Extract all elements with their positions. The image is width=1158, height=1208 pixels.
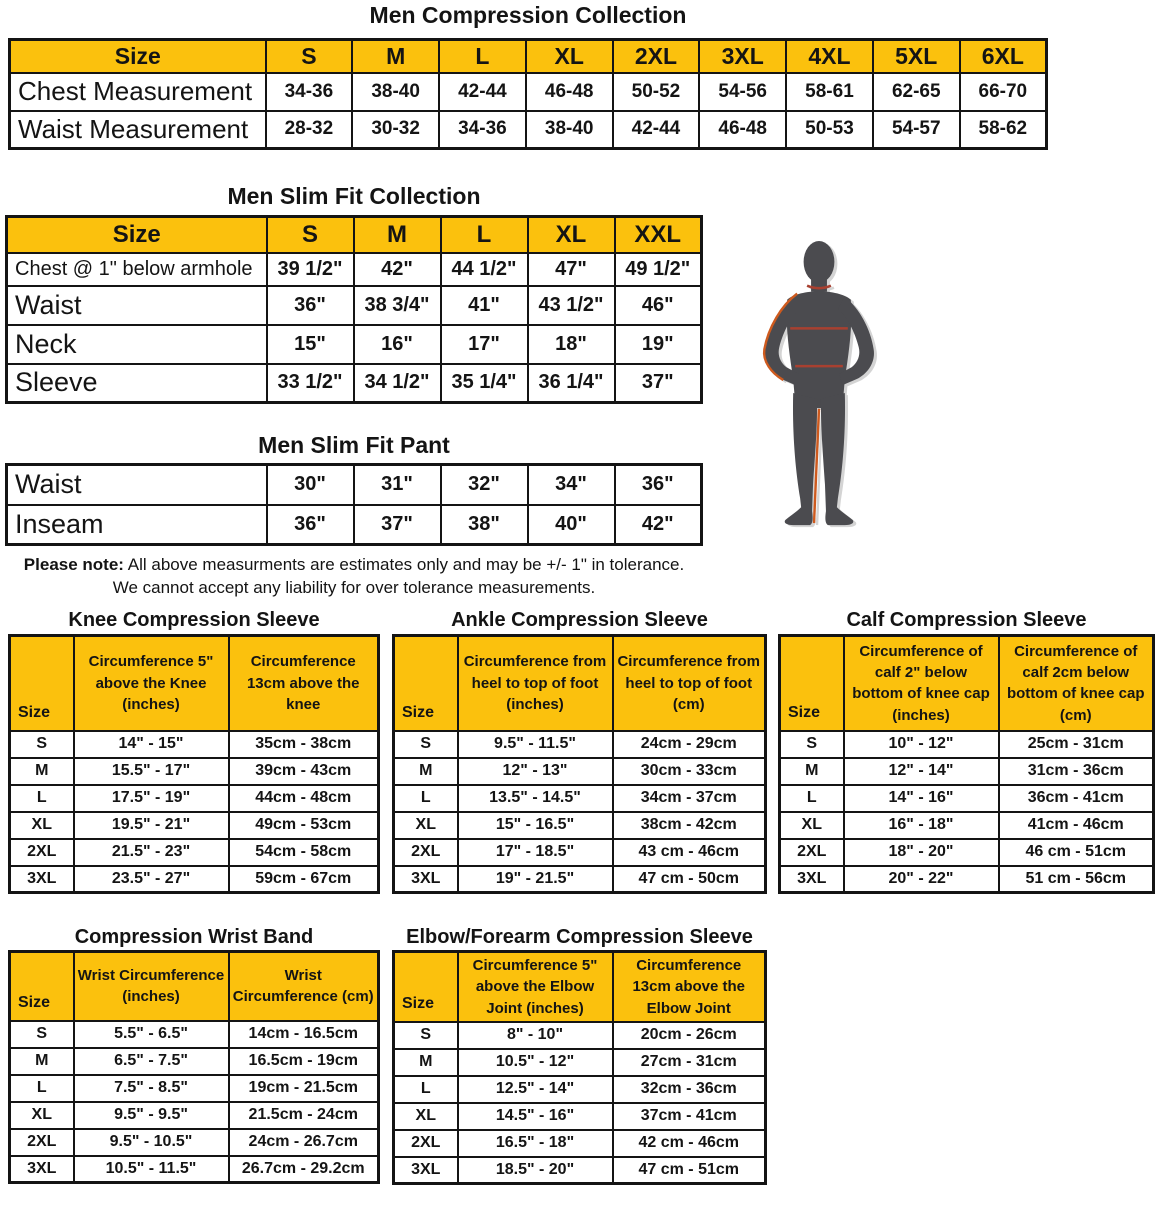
value-cell: 17" — [441, 325, 528, 364]
value-cell: 19.5" - 21" — [74, 812, 229, 839]
value-cell: 35cm - 38cm — [229, 731, 379, 758]
table-row — [394, 1076, 766, 1103]
value-cell: 41" — [441, 286, 528, 325]
value-cell: 7.5" - 8.5" — [74, 1075, 229, 1102]
table-row — [10, 1075, 379, 1102]
value-cell: 18" — [528, 325, 615, 364]
table-row — [10, 1102, 379, 1129]
column-header-cell: 2XL — [613, 40, 700, 73]
header-row — [780, 636, 1154, 731]
table-row — [10, 866, 379, 893]
table-row — [7, 364, 702, 403]
row-label-cell: L — [394, 1076, 458, 1103]
row-label-cell: Chest Measurement — [10, 73, 266, 111]
column-header-cell: 3XL — [699, 40, 786, 73]
header-row — [10, 40, 1047, 73]
value-cell: 15" - 16.5" — [458, 812, 613, 839]
value-cell: 44cm - 48cm — [229, 785, 379, 812]
table-row — [7, 253, 702, 286]
value-cell: 24cm - 29cm — [613, 731, 766, 758]
table-row — [10, 839, 379, 866]
value-cell: 10.5" - 11.5" — [74, 1156, 229, 1183]
header-row — [394, 636, 766, 731]
row-label-cell: Waist — [7, 286, 267, 325]
size-header-cell: Size — [10, 636, 74, 731]
table-row — [780, 785, 1154, 812]
value-cell: 42" — [615, 505, 702, 545]
value-cell: 34cm - 37cm — [613, 785, 766, 812]
value-cell: 14.5" - 16" — [458, 1103, 613, 1130]
value-cell: 41cm - 46cm — [999, 812, 1154, 839]
table-row — [7, 505, 702, 545]
value-cell: 9.5" - 11.5" — [458, 731, 613, 758]
table-row — [10, 111, 1047, 149]
knee-sleeve-table — [8, 634, 380, 894]
value-cell: 37" — [615, 364, 702, 403]
row-label-cell: S — [394, 731, 458, 758]
value-cell: 54cm - 58cm — [229, 839, 379, 866]
value-cell: 47 cm - 51cm — [613, 1157, 766, 1184]
value-cell: 20cm - 26cm — [613, 1022, 766, 1049]
table-row — [394, 866, 766, 893]
title-calf-sleeve: Calf Compression Sleeve — [846, 609, 1087, 631]
value-cell: 51 cm - 56cm — [999, 866, 1154, 893]
column-header-cell: Circumference of calf 2cm below bottom of knee cap (cm) — [999, 636, 1154, 731]
value-cell: 50-53 — [786, 111, 873, 149]
row-label-cell: 2XL — [10, 839, 74, 866]
value-cell: 40" — [528, 505, 615, 545]
value-cell: 12" - 13" — [458, 758, 613, 785]
men-compression-table — [8, 38, 1048, 150]
row-label-cell: L — [10, 785, 74, 812]
title-wrist-band: Compression Wrist Band — [74, 926, 314, 948]
value-cell: 34 1/2" — [354, 364, 441, 403]
value-cell: 38 3/4" — [354, 286, 441, 325]
row-label-cell: L — [10, 1075, 74, 1102]
value-cell: 66-70 — [960, 73, 1047, 111]
value-cell: 26.7cm - 29.2cm — [229, 1156, 379, 1183]
value-cell: 34" — [528, 465, 615, 505]
value-cell: 33 1/2" — [267, 364, 354, 403]
value-cell: 54-56 — [699, 73, 786, 111]
value-cell: 38" — [441, 505, 528, 545]
value-cell: 20" - 22" — [844, 866, 999, 893]
value-cell: 43 cm - 46cm — [613, 839, 766, 866]
header-row — [10, 952, 379, 1021]
value-cell: 38cm - 42cm — [613, 812, 766, 839]
column-header-cell: 4XL — [786, 40, 873, 73]
note-text-2: We cannot accept any liability for over tolerance measurements. — [112, 578, 596, 597]
value-cell: 16.5" - 18" — [458, 1130, 613, 1157]
row-label-cell: S — [780, 731, 844, 758]
value-cell: 24cm - 26.7cm — [229, 1129, 379, 1156]
column-header-cell: Circumference 5" above the Knee (inches) — [74, 636, 229, 731]
value-cell: 19" - 21.5" — [458, 866, 613, 893]
value-cell: 8" - 10" — [458, 1022, 613, 1049]
value-cell: 31cm - 36cm — [999, 758, 1154, 785]
header-row — [7, 217, 702, 253]
title-men-slim-fit: Men Slim Fit Collection — [227, 183, 481, 209]
column-header-cell: Circumference 5" above the Elbow Joint (inches) — [458, 952, 613, 1022]
table-row — [394, 812, 766, 839]
value-cell: 50-52 — [613, 73, 700, 111]
size-header-cell: Size — [10, 952, 74, 1021]
value-cell: 14cm - 16.5cm — [229, 1021, 379, 1048]
row-label-cell: 3XL — [780, 866, 844, 893]
row-label-cell: 2XL — [780, 839, 844, 866]
title-elbow-sleeve: Elbow/Forearm Compression Sleeve — [406, 926, 753, 948]
value-cell: 15" — [267, 325, 354, 364]
row-label-cell: 3XL — [394, 866, 458, 893]
value-cell: 10" - 12" — [844, 731, 999, 758]
value-cell: 39cm - 43cm — [229, 758, 379, 785]
value-cell: 18" - 20" — [844, 839, 999, 866]
row-label-cell: Sleeve — [7, 364, 267, 403]
row-label-cell: S — [10, 731, 74, 758]
ankle-sleeve-table — [392, 634, 767, 894]
value-cell: 16.5cm - 19cm — [229, 1048, 379, 1075]
row-label-cell: 2XL — [394, 1130, 458, 1157]
value-cell: 46 cm - 51cm — [999, 839, 1154, 866]
row-label-cell: M — [10, 1048, 74, 1075]
column-header-cell: Circumference 13cm above the Elbow Joint — [613, 952, 766, 1022]
value-cell: 25cm - 31cm — [999, 731, 1154, 758]
table-row — [10, 1021, 379, 1048]
table-row — [10, 785, 379, 812]
row-label-cell: XL — [780, 812, 844, 839]
table-row — [780, 866, 1154, 893]
value-cell: 39 1/2" — [267, 253, 354, 286]
value-cell: 28-32 — [266, 111, 353, 149]
column-header-cell: L — [441, 217, 528, 253]
row-label-cell: 3XL — [10, 1156, 74, 1183]
row-label-cell: XL — [394, 812, 458, 839]
table-row — [10, 731, 379, 758]
title-knee-sleeve: Knee Compression Sleeve — [68, 609, 320, 631]
table-row — [780, 731, 1154, 758]
size-header-cell: Size — [394, 636, 458, 731]
table-row — [10, 1129, 379, 1156]
table-row — [394, 1049, 766, 1076]
note-text-1: All above measurments are estimates only and may be +/- 1" in tolerance. — [127, 555, 685, 574]
value-cell: 12.5" - 14" — [458, 1076, 613, 1103]
row-label-cell: Inseam — [7, 505, 267, 545]
value-cell: 9.5" - 9.5" — [74, 1102, 229, 1129]
table-row — [10, 1156, 379, 1183]
table-row — [394, 1130, 766, 1157]
row-label-cell: 2XL — [394, 839, 458, 866]
table-row — [780, 839, 1154, 866]
table-row — [394, 758, 766, 785]
row-label-cell: 3XL — [10, 866, 74, 893]
value-cell: 5.5" - 6.5" — [74, 1021, 229, 1048]
value-cell: 36" — [267, 505, 354, 545]
note-lead: Please note: — [23, 555, 124, 574]
table-row — [394, 731, 766, 758]
value-cell: 9.5" - 10.5" — [74, 1129, 229, 1156]
value-cell: 42-44 — [613, 111, 700, 149]
row-label-cell: Chest @ 1" below armhole — [7, 253, 267, 286]
value-cell: 32cm - 36cm — [613, 1076, 766, 1103]
column-header-cell: Circumference from heel to top of foot (cm) — [613, 636, 766, 731]
column-header-cell: Circumference 13cm above the knee — [229, 636, 379, 731]
row-label-cell: 3XL — [394, 1157, 458, 1184]
value-cell: 34-36 — [439, 111, 526, 149]
value-cell: 62-65 — [873, 73, 960, 111]
value-cell: 16" — [354, 325, 441, 364]
value-cell: 58-62 — [960, 111, 1047, 149]
value-cell: 42 cm - 46cm — [613, 1130, 766, 1157]
table-row — [10, 758, 379, 785]
value-cell: 58-61 — [786, 73, 873, 111]
value-cell: 30-32 — [352, 111, 439, 149]
note-line-1 — [5, 553, 703, 576]
value-cell: 21.5" - 23" — [74, 839, 229, 866]
table-row — [7, 325, 702, 364]
value-cell: 43 1/2" — [528, 286, 615, 325]
wrist-band-table — [8, 950, 380, 1184]
value-cell: 19" — [615, 325, 702, 364]
value-cell: 15.5" - 17" — [74, 758, 229, 785]
table-row — [394, 1157, 766, 1184]
value-cell: 46-48 — [526, 73, 613, 111]
value-cell: 23.5" - 27" — [74, 866, 229, 893]
column-header-cell: L — [439, 40, 526, 73]
value-cell: 32" — [441, 465, 528, 505]
figure-right-leg — [821, 393, 853, 525]
header-row — [394, 952, 766, 1022]
value-cell: 44 1/2" — [441, 253, 528, 286]
row-label-cell: S — [394, 1022, 458, 1049]
row-label-cell: Waist — [7, 465, 267, 505]
row-label-cell: Waist Measurement — [10, 111, 266, 149]
value-cell: 46-48 — [699, 111, 786, 149]
row-label-cell: M — [394, 758, 458, 785]
men-slim-fit-table — [5, 215, 703, 404]
value-cell: 14" - 16" — [844, 785, 999, 812]
figure-left-leg — [785, 393, 817, 525]
value-cell: 36cm - 41cm — [999, 785, 1154, 812]
size-header-cell: Size — [394, 952, 458, 1022]
value-cell: 47 cm - 50cm — [613, 866, 766, 893]
column-header-cell: XXL — [615, 217, 702, 253]
value-cell: 13.5" - 14.5" — [458, 785, 613, 812]
value-cell: 34-36 — [266, 73, 353, 111]
title-men-compression: Men Compression Collection — [369, 2, 687, 28]
table-row — [780, 812, 1154, 839]
value-cell: 49cm - 53cm — [229, 812, 379, 839]
value-cell: 38-40 — [352, 73, 439, 111]
table-row — [394, 785, 766, 812]
column-header-cell: M — [354, 217, 441, 253]
table-row — [7, 465, 702, 505]
table-row — [10, 812, 379, 839]
column-header-cell: Wrist Circumference (inches) — [74, 952, 229, 1021]
table-row — [10, 73, 1047, 111]
row-label-cell: XL — [10, 1102, 74, 1129]
row-label-cell: 2XL — [10, 1129, 74, 1156]
value-cell: 16" - 18" — [844, 812, 999, 839]
column-header-cell: Circumference from heel to top of foot (inches) — [458, 636, 613, 731]
value-cell: 18.5" - 20" — [458, 1157, 613, 1184]
value-cell: 31" — [354, 465, 441, 505]
value-cell: 42-44 — [439, 73, 526, 111]
table-row — [7, 286, 702, 325]
column-header-cell: 6XL — [960, 40, 1047, 73]
value-cell: 36 1/4" — [528, 364, 615, 403]
value-cell: 42" — [354, 253, 441, 286]
row-label-cell: L — [780, 785, 844, 812]
table-row — [394, 1022, 766, 1049]
row-label-cell: M — [780, 758, 844, 785]
row-label-cell: XL — [394, 1103, 458, 1130]
row-label-cell: M — [10, 758, 74, 785]
row-label-cell: S — [10, 1021, 74, 1048]
value-cell: 30" — [267, 465, 354, 505]
value-cell: 37" — [354, 505, 441, 545]
value-cell: 10.5" - 12" — [458, 1049, 613, 1076]
value-cell: 12" - 14" — [844, 758, 999, 785]
value-cell: 54-57 — [873, 111, 960, 149]
value-cell: 35 1/4" — [441, 364, 528, 403]
header-row — [10, 636, 379, 731]
column-header-cell: 5XL — [873, 40, 960, 73]
value-cell: 36" — [615, 465, 702, 505]
table-row — [394, 839, 766, 866]
value-cell: 36" — [267, 286, 354, 325]
column-header-cell: XL — [528, 217, 615, 253]
table-row — [10, 1048, 379, 1075]
value-cell: 30cm - 33cm — [613, 758, 766, 785]
table-row — [780, 758, 1154, 785]
man-silhouette-figure — [752, 238, 888, 536]
value-cell: 14" - 15" — [74, 731, 229, 758]
column-header-cell: S — [267, 217, 354, 253]
value-cell: 49 1/2" — [615, 253, 702, 286]
row-label-cell: L — [394, 785, 458, 812]
column-header-cell: S — [266, 40, 353, 73]
row-label-cell: M — [394, 1049, 458, 1076]
column-header-cell: M — [352, 40, 439, 73]
row-label-cell: XL — [10, 812, 74, 839]
value-cell: 21.5cm - 24cm — [229, 1102, 379, 1129]
size-header-cell: Size — [10, 40, 266, 73]
elbow-sleeve-table — [392, 950, 767, 1185]
title-ankle-sleeve: Ankle Compression Sleeve — [451, 609, 708, 631]
column-header-cell: Circumference of calf 2" below bottom of knee cap (inches) — [844, 636, 999, 731]
title-men-slim-fit-pant: Men Slim Fit Pant — [258, 432, 450, 458]
value-cell: 17" - 18.5" — [458, 839, 613, 866]
table-row — [394, 1103, 766, 1130]
size-header-cell: Size — [780, 636, 844, 731]
column-header-cell: Wrist Circumference (cm) — [229, 952, 379, 1021]
column-header-cell: XL — [526, 40, 613, 73]
value-cell: 27cm - 31cm — [613, 1049, 766, 1076]
value-cell: 46" — [615, 286, 702, 325]
value-cell: 38-40 — [526, 111, 613, 149]
row-label-cell: Neck — [7, 325, 267, 364]
calf-sleeve-table — [778, 634, 1155, 894]
value-cell: 37cm - 41cm — [613, 1103, 766, 1130]
size-header-cell: Size — [7, 217, 267, 253]
value-cell: 19cm - 21.5cm — [229, 1075, 379, 1102]
value-cell: 6.5" - 7.5" — [74, 1048, 229, 1075]
value-cell: 47" — [528, 253, 615, 286]
value-cell: 17.5" - 19" — [74, 785, 229, 812]
tolerance-note — [5, 553, 703, 599]
men-slim-fit-pant-table — [5, 463, 703, 546]
value-cell: 59cm - 67cm — [229, 866, 379, 893]
